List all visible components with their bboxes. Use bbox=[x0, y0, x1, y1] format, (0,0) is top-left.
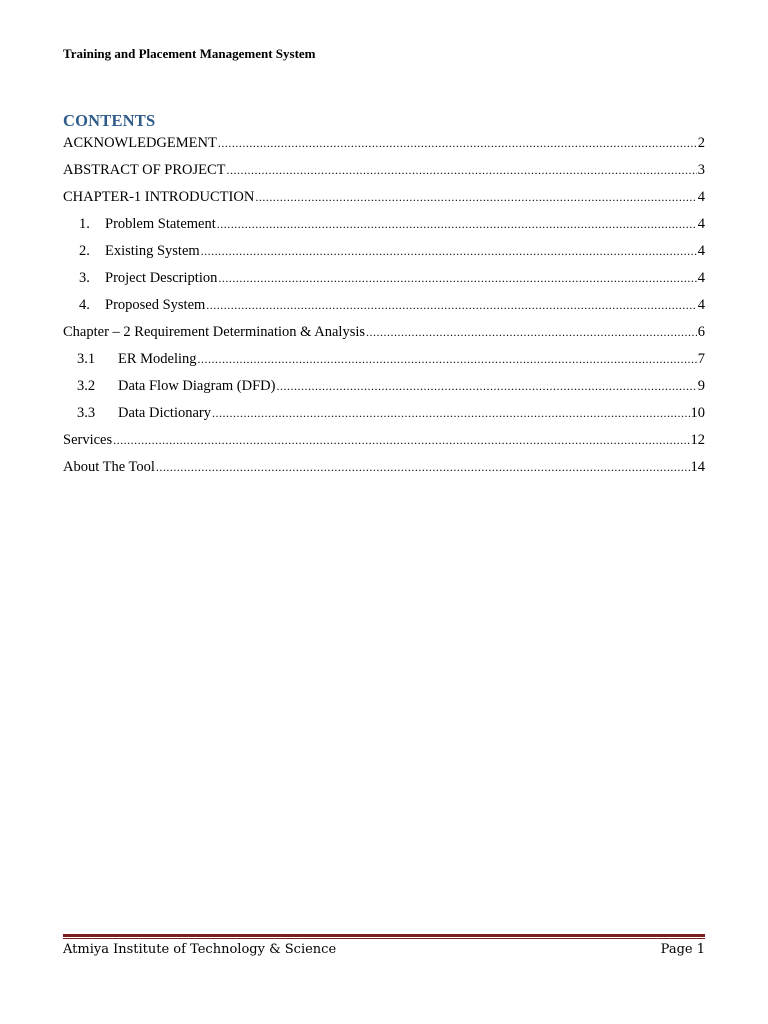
dot-leader bbox=[206, 295, 696, 315]
toc-entry-page: 6 bbox=[697, 324, 705, 340]
toc-entry-number: 2. bbox=[79, 243, 90, 259]
contents-heading: CONTENTS bbox=[63, 111, 156, 130]
toc-entry-page: 10 bbox=[690, 405, 705, 421]
footer-page-number: Page 1 bbox=[660, 942, 705, 957]
toc-entry-page: 4 bbox=[697, 189, 705, 205]
toc-entry-page: 4 bbox=[697, 297, 705, 313]
toc-entry-page: 3 bbox=[697, 162, 705, 178]
toc-entry-label: CHAPTER-1 INTRODUCTION bbox=[63, 189, 255, 205]
footer-institute-name: Atmiya Institute of Technology & Science bbox=[63, 942, 337, 957]
toc-entry-label: Project Description bbox=[105, 270, 218, 286]
toc-entry-label: Existing System bbox=[105, 243, 200, 259]
toc-entry-abstract[interactable] bbox=[63, 160, 705, 187]
toc-entry-existing-system[interactable] bbox=[63, 241, 705, 268]
dot-leader bbox=[218, 133, 697, 153]
toc-entry-services[interactable] bbox=[63, 430, 705, 457]
dot-leader bbox=[217, 214, 697, 234]
toc-entry-label: Problem Statement bbox=[105, 216, 216, 232]
toc-entry-page: 12 bbox=[690, 432, 705, 448]
toc-entry-problem-statement[interactable] bbox=[63, 214, 705, 241]
footer-rule-thin bbox=[63, 938, 705, 939]
toc-entry-project-description[interactable] bbox=[63, 268, 705, 295]
toc-entry-page: 7 bbox=[697, 351, 705, 367]
toc-entry-number: 3. bbox=[79, 270, 90, 286]
toc-entry-chapter-2[interactable] bbox=[63, 322, 705, 349]
dot-leader bbox=[201, 241, 697, 261]
toc-entry-data-dictionary[interactable] bbox=[63, 403, 705, 430]
toc-entry-label: Data Dictionary bbox=[118, 405, 212, 421]
toc-entry-label: ABSTRACT OF PROJECT bbox=[63, 162, 226, 178]
dot-leader bbox=[212, 403, 689, 423]
toc-entry-number: 3.3 bbox=[77, 405, 96, 421]
toc-entry-number: 1. bbox=[79, 216, 90, 232]
dot-leader bbox=[255, 187, 696, 207]
toc-entry-page: 4 bbox=[697, 270, 705, 286]
toc-entry-page: 4 bbox=[697, 243, 705, 259]
toc-entry-label: About The Tool bbox=[63, 459, 155, 475]
running-header-title: Training and Placement Management System bbox=[63, 46, 316, 61]
toc-entry-page: 4 bbox=[697, 216, 705, 232]
dot-leader bbox=[113, 430, 689, 450]
toc-entry-acknowledgement[interactable] bbox=[63, 133, 705, 160]
dot-leader bbox=[198, 349, 697, 369]
toc-entry-page: 2 bbox=[697, 135, 705, 151]
dot-leader bbox=[366, 322, 697, 342]
table-of-contents bbox=[63, 133, 705, 484]
dot-leader bbox=[218, 268, 696, 288]
toc-entry-number: 3.1 bbox=[77, 351, 96, 367]
toc-entry-label: ER Modeling bbox=[118, 351, 197, 367]
toc-entry-proposed-system[interactable] bbox=[63, 295, 705, 322]
dot-leader bbox=[156, 457, 690, 477]
toc-entry-chapter-1[interactable] bbox=[63, 187, 705, 214]
toc-entry-label: Proposed System bbox=[105, 297, 206, 313]
toc-entry-label: Data Flow Diagram (DFD) bbox=[118, 378, 276, 394]
toc-entry-number: 4. bbox=[79, 297, 90, 313]
toc-entry-page: 14 bbox=[690, 459, 705, 475]
footer-rule-thick bbox=[63, 934, 705, 937]
toc-entry-page: 9 bbox=[697, 378, 705, 394]
toc-entry-label: ACKNOWLEDGEMENT bbox=[63, 135, 217, 151]
toc-entry-data-flow-diagram[interactable] bbox=[63, 376, 705, 403]
toc-entry-about-the-tool[interactable] bbox=[63, 457, 705, 484]
toc-entry-label: Chapter – 2 Requirement Determination & Analysis bbox=[63, 324, 366, 340]
toc-entry-er-modeling[interactable] bbox=[63, 349, 705, 376]
dot-leader bbox=[227, 160, 697, 180]
toc-entry-label: Services bbox=[63, 432, 113, 448]
toc-entry-number: 3.2 bbox=[77, 378, 96, 394]
dot-leader bbox=[276, 376, 696, 396]
